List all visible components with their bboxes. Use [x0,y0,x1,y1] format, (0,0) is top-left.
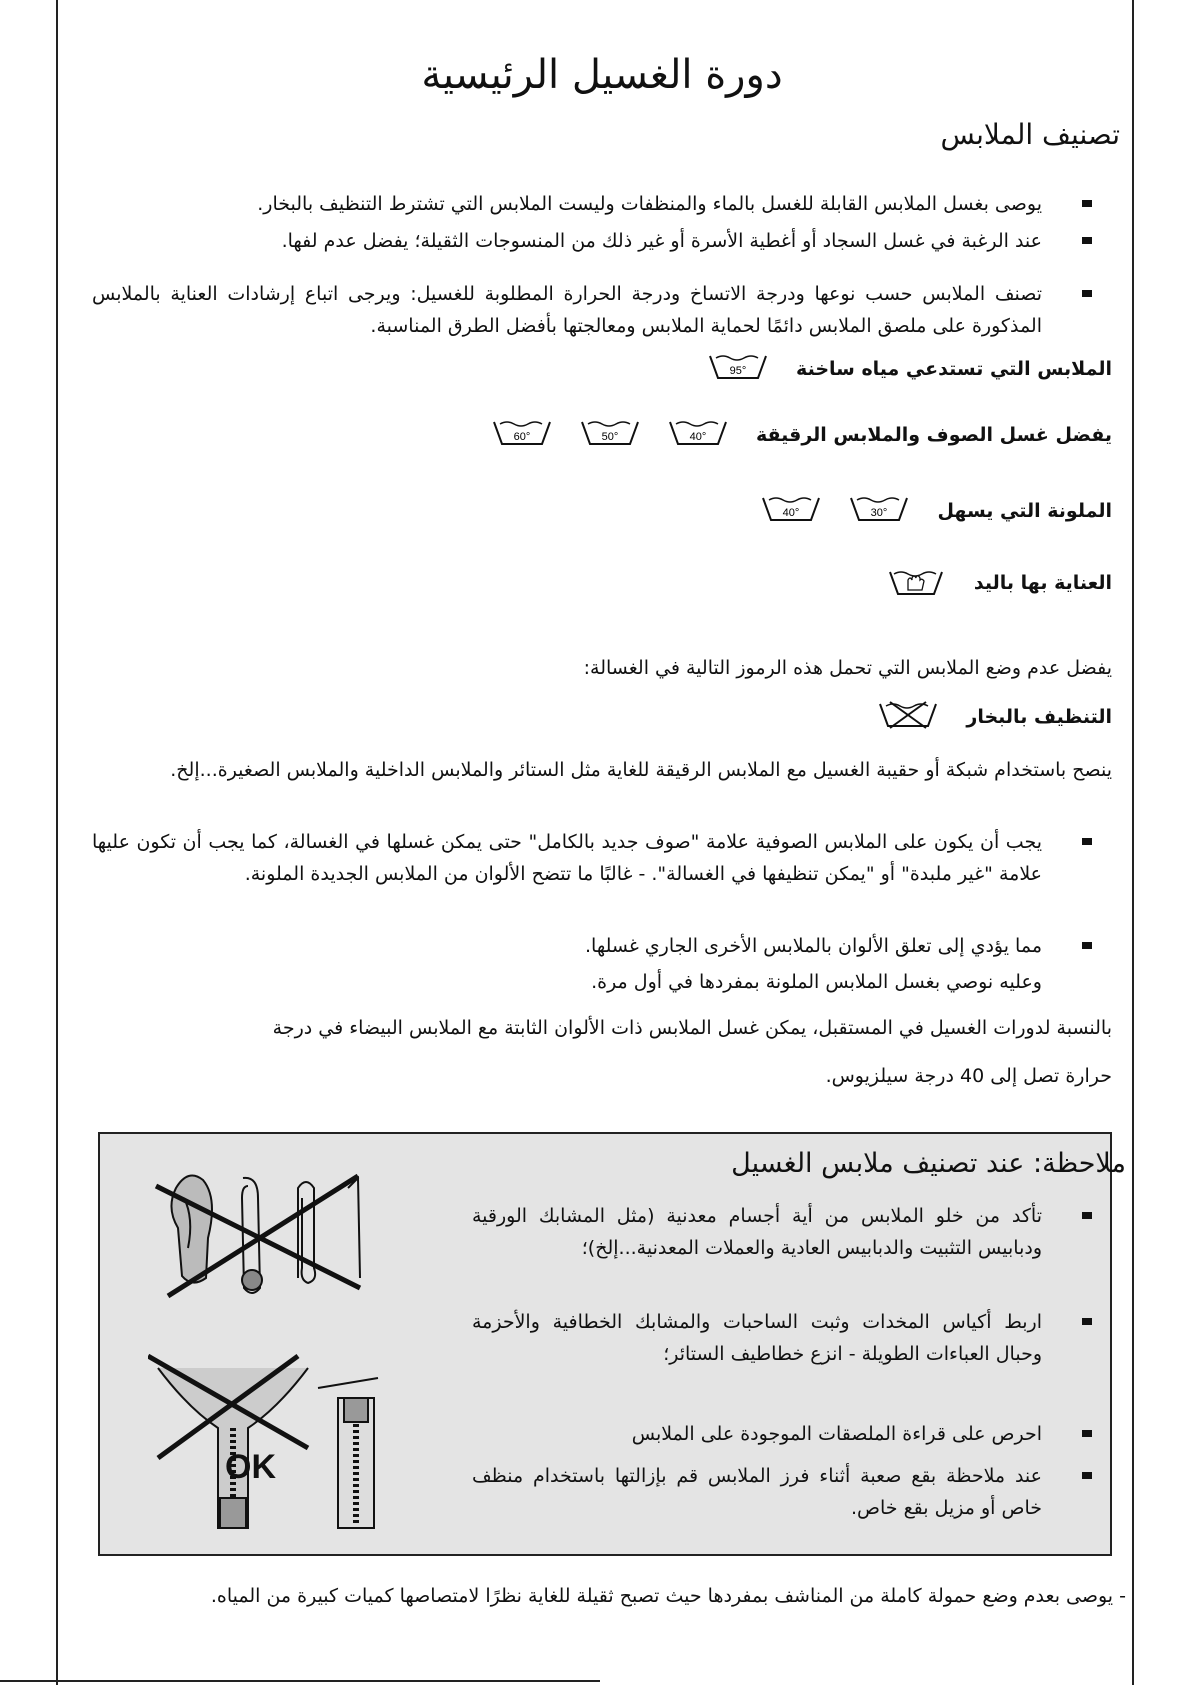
bullet-mark [1082,1472,1092,1479]
svg-text:40°: 40° [689,431,707,443]
bullet-item [92,225,1112,257]
wash-tub-icon [708,352,768,386]
ok-label: OK [225,1448,276,1486]
svg-text:60°: 60° [513,431,531,443]
net-advice: ينصح باستخدام شبكة أو حقيبة الغسيل مع الملابس الرقيقة للغاية مثل الستائر والملابس الداخلية والملابس الصغيرة...إلخ. [170,759,1112,781]
metal-objects-icon [156,1176,360,1297]
bullet-text: عند الرغبة في غسل السجاد أو أغطية الأسرة أو غير ذلك من المنسوجات الثقيلة؛ يفضل عدم لفها. [281,230,1042,252]
category-label: يفضل غسل الصوف والملابس الرقيقة [755,424,1112,446]
symbols-intro: يفضل عدم وضع الملابس التي تحمل هذه الرموز التالية في الغسالة: [583,657,1112,679]
bullet-mark [1082,942,1092,949]
wash-tub-icon [761,494,821,528]
svg-text:30°: 30° [871,507,888,519]
note-title: ملاحظة: عند تصنيف ملابس الغسيل [731,1148,1126,1179]
bullet-mark [1082,237,1092,244]
svg-text:95°: 95° [729,365,747,377]
note-item-text: تأكد من خلو الملابس من أية أجسام معدنية (مثل المشابك الورقية ودبابيس التثبيت والدبابيس العادية والعملات المعدنية...إلخ)؛ [472,1205,1042,1259]
bullet-mark [1082,1212,1092,1219]
page-title: دورة الغسيل الرئيسية [421,52,783,98]
wash-tub-icon [492,418,552,452]
bullet-item [92,930,1112,962]
no-wash-icon [878,700,938,734]
page-rule-left [56,0,58,1685]
category-hot-water [708,352,1112,386]
category-dry-clean [878,700,1112,734]
category-label: التنظيف بالبخار [966,706,1112,728]
colored-advice: وعليه نوصي بغسل الملابس الملونة بمفردها في أول مرة. [591,971,1042,993]
future-advice-line-2: حرارة تصل إلى 40 درجة سيلزيوس. [825,1065,1112,1087]
bullet-mark [1082,290,1092,297]
bullet-mark [1082,200,1092,207]
svg-text:40°: 40° [783,507,800,519]
bullet-item [92,188,1112,220]
bullet-mark [1082,1318,1092,1325]
category-label: الملونة التي يسهل [937,500,1112,522]
bullet-text: مما يؤدي إلى تعلق الألوان بالملابس الأخرى الجاري غسلها. [585,935,1042,957]
bullet-text: يجب أن يكون على الملابس الصوفية علامة "صوف جديد بالكامل" حتى يمكن غسلها في الغسالة، كما يجب أن تكون عليها علامة "غير ملبدة" أو "يمكن تنظيفها في الغسالة". - غالبًا ما تتضح الألوان من الملابس الجديدة الملونة. [92,831,1042,885]
category-label: الملابس التي تستدعي مياه ساخنة [796,358,1112,380]
note-item-text: اربط أكياس المخدات وثبت الساحبات والمشابك الخطافية والأحزمة وحبال العباءات الطويلة - انزع خطاطيف الستائر؛ [472,1311,1042,1365]
page-rule-right [1132,0,1134,1685]
wash-tub-icon [849,494,909,528]
bullet-item [92,278,1112,342]
category-hand-wash [886,566,1112,600]
bullet-mark [1082,838,1092,845]
category-label: العناية بها باليد [973,572,1112,594]
bullet-text: يوصى بغسل الملابس القابلة للغسل بالماء والمنظفات وليست الملابس التي تشترط التنظيف بالبخار. [257,193,1042,215]
wash-tub-icon [668,418,728,452]
wash-tub-icon [580,418,640,452]
note-item [472,1418,1112,1450]
bottom-rule [0,1680,600,1682]
note-item-text: احرص على قراءة الملصقات الموجودة على الملابس [631,1423,1042,1445]
note-item [472,1200,1112,1264]
sorting-illustration [148,1168,416,1538]
note-item [472,1460,1112,1524]
bullet-text: تصنف الملابس حسب نوعها ودرجة الاتساخ ودرجة الحرارة المطلوبة للغسيل: ويرجى اتباع إرشادات العناية بالملابس المذكورة على ملصق الملابس دائمًا لحماية الملابس ومعالجتها بأفضل الطرق المناسبة. [92,283,1042,337]
section-subtitle: تصنيف الملابس [940,118,1120,151]
zipper-icon [148,1356,378,1528]
note-item-text: عند ملاحظة بقع صعبة أثناء فرز الملابس قم بإزالتها باستخدام منظف خاص أو مزيل بقع خاص. [472,1465,1042,1519]
footer-note: - يوصى بعدم وضع حمولة كاملة من المناشف بمفردها حيث تصبح ثقيلة للغاية نظرًا لامتصاصها كميات كبيرة من المياه. [210,1585,1126,1607]
category-wool [492,418,1112,452]
bullet-item [92,826,1112,890]
hand-wash-icon [886,564,946,602]
note-item [472,1306,1112,1370]
bullet-mark [1082,1430,1092,1437]
future-advice-line-1: بالنسبة لدورات الغسيل في المستقبل، يمكن غسل الملابس ذات الألوان الثابتة مع الملابس البيضاء في درجة [272,1017,1112,1039]
svg-text:50°: 50° [601,431,619,443]
category-colored [761,494,1112,528]
